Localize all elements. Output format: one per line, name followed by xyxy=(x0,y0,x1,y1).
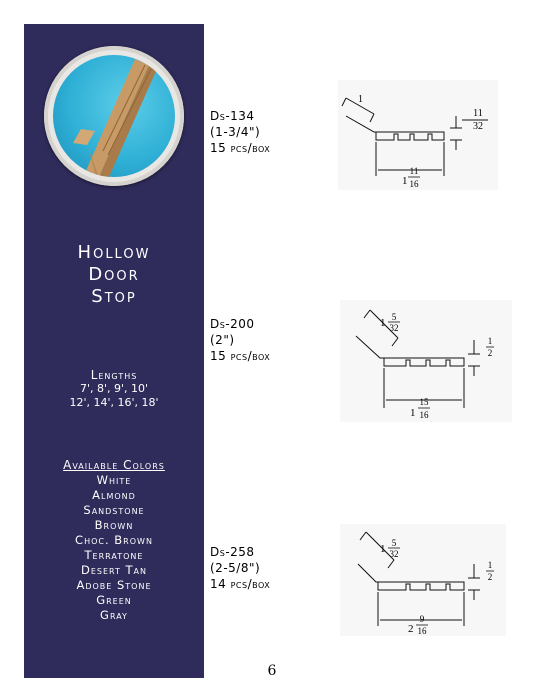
width-numerator: 11 xyxy=(409,166,419,176)
width-denominator: 16 xyxy=(419,410,429,420)
lengths-heading: Lengths xyxy=(90,368,138,382)
title-line: Stop xyxy=(91,286,137,307)
product-code: Ds-134 xyxy=(210,109,255,123)
height-denominator: 2 xyxy=(487,348,493,358)
product-pack: 15 pcs/box xyxy=(210,141,271,155)
product-ds-200 xyxy=(210,316,270,364)
product-ds-258 xyxy=(210,544,270,592)
lengths-section xyxy=(24,368,204,410)
width-whole: 1 xyxy=(402,175,408,187)
product-size: (2-5/8") xyxy=(210,561,261,575)
product-pack: 14 pcs/box xyxy=(210,577,271,591)
color-item: Brown xyxy=(94,518,134,532)
product-size: (2") xyxy=(210,333,235,347)
angle-denominator: 32 xyxy=(389,549,399,559)
product-pack: 15 pcs/box xyxy=(210,349,271,363)
color-item: Sandstone xyxy=(83,503,145,517)
door-stop-photo-icon xyxy=(53,55,175,177)
color-item: Terratone xyxy=(84,548,144,562)
angle-numerator: 5 xyxy=(391,538,397,548)
height-denominator: 32 xyxy=(473,121,483,132)
width-numerator: 9 xyxy=(419,614,425,624)
angle-whole: 1 xyxy=(380,543,386,555)
width-denominator: 16 xyxy=(409,179,419,189)
product-code: Ds-200 xyxy=(210,317,255,331)
color-item: White xyxy=(96,473,132,487)
width-whole: 2 xyxy=(408,623,414,635)
angle-denominator: 32 xyxy=(389,323,399,333)
profile-diagram xyxy=(340,300,512,422)
height-numerator: 1 xyxy=(487,336,493,346)
height-numerator: 1 xyxy=(487,560,493,570)
profile-diagram xyxy=(340,524,506,636)
title-line: Hollow xyxy=(77,242,151,263)
color-item: Almond xyxy=(92,488,136,502)
angle-whole: 1 xyxy=(380,317,386,329)
width-numerator: 15 xyxy=(419,397,429,407)
lengths-line: 12', 14', 16', 18' xyxy=(69,396,159,409)
profile-drawing-ds-258 xyxy=(340,524,506,636)
product-title xyxy=(24,242,204,308)
angle-dimension: 1 xyxy=(358,94,363,105)
width-denominator: 16 xyxy=(417,626,427,636)
profile-diagram xyxy=(338,80,498,190)
height-numerator: 11 xyxy=(473,108,483,119)
color-item: Green xyxy=(96,593,132,607)
color-item: Choc. Brown xyxy=(75,533,153,547)
sidebar-panel xyxy=(24,24,204,678)
colors-section xyxy=(24,458,204,623)
lengths-line: 7', 8', 9', 10' xyxy=(79,382,149,395)
height-denominator: 2 xyxy=(487,572,493,582)
colors-heading: Available Colors xyxy=(63,458,165,472)
width-whole: 1 xyxy=(410,407,416,419)
angle-numerator: 5 xyxy=(391,312,397,322)
color-item: Gray xyxy=(100,608,128,622)
profile-drawing-ds-134 xyxy=(338,80,498,190)
product-ds-134 xyxy=(210,108,270,156)
product-size: (1-3/4") xyxy=(210,125,261,139)
color-item: Desert Tan xyxy=(80,563,148,577)
profile-drawing-ds-200 xyxy=(340,300,512,422)
title-line: Door xyxy=(88,264,140,285)
page-number: 6 xyxy=(267,663,277,679)
photo-background xyxy=(53,55,175,177)
product-photo xyxy=(44,46,184,186)
product-code: Ds-258 xyxy=(210,545,255,559)
color-item: Adobe Stone xyxy=(76,578,152,592)
